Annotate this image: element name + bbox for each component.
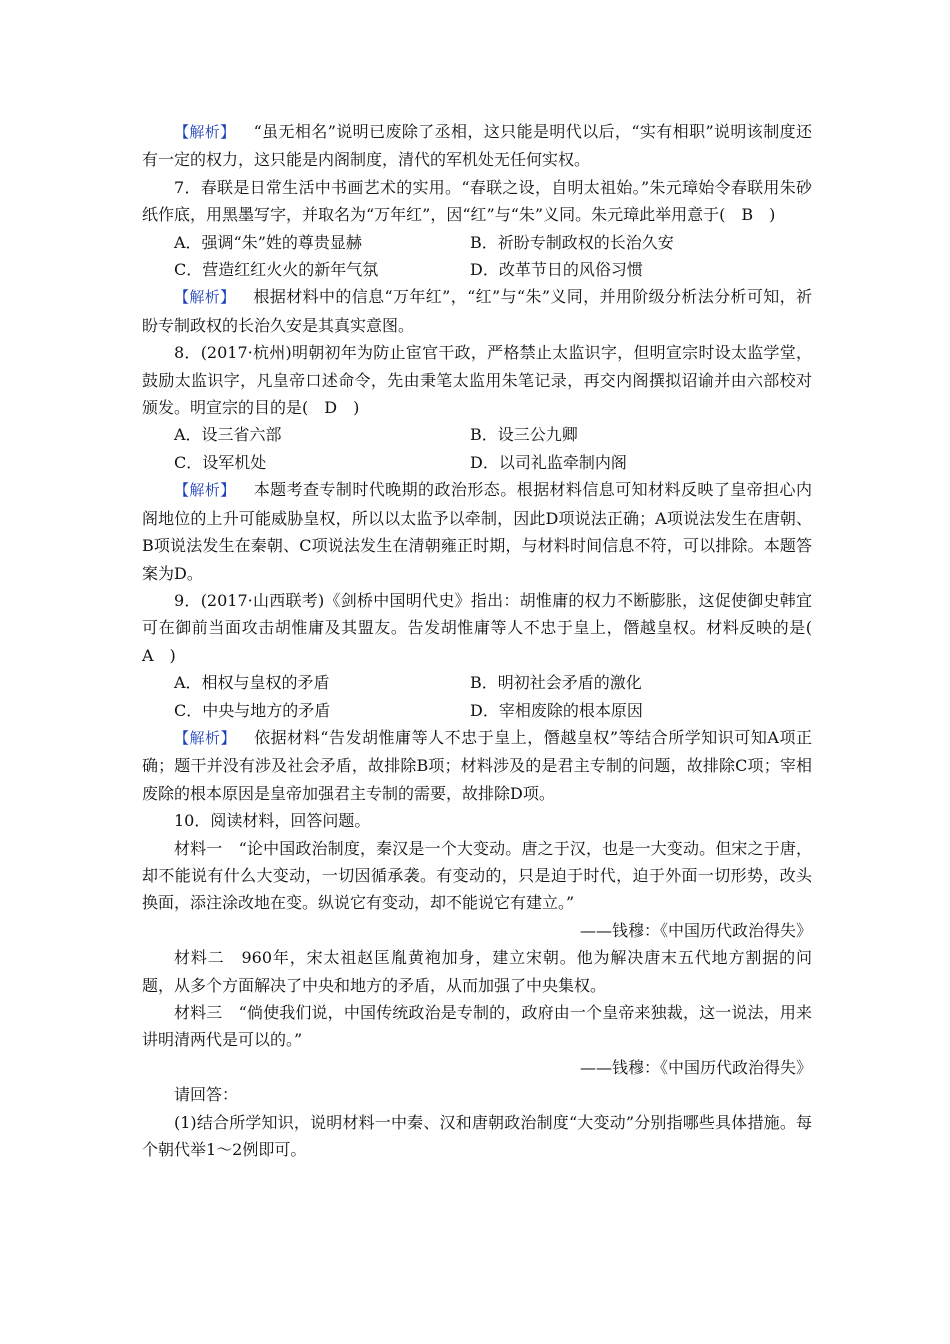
option-c: C．设军机处 xyxy=(174,452,267,472)
q8-analysis: 【解析】 本题考查专制时代晚期的政治形态。根据材料信息可知材料反映了皇帝担心内阁地位的上升可能威胁皇权，所以以太监予以牵制，因此D项说法正确；A项说法发生在唐朝、B项说法发生在秦朝、C项说法发生在清朝雍正时期，与材料时间信息不符，可以排除。本题答案为D。 xyxy=(142,480,812,583)
option-a: A．相权与皇权的矛盾 xyxy=(174,673,330,693)
q7-options xyxy=(142,229,812,284)
option-a: A．设三省六部 xyxy=(174,425,282,445)
material-two: 材料二 960年，宋太祖赵匡胤黄袍加身，建立宋朝。他为解决唐末五代地方割据的问题，从多个方面解决了中央和地方的矛盾，从而加强了中央集权。 xyxy=(142,948,812,995)
q7-analysis: 【解析】 根据材料中的信息“万年红”，“红”与“朱”义同，并用阶级分析法分析可知，祈盼专制政权的长治久安是其真实意图。 xyxy=(142,287,812,335)
material-three: 材料三 “倘使我们说，中国传统政治是专制的，政府由一个皇帝来独裁，这一说法，用来讲明清两代是可以的。” xyxy=(142,1003,812,1050)
analysis-tag: 【解析】 xyxy=(174,123,236,141)
analysis-tag: 【解析】 xyxy=(174,288,236,307)
option-d: D．宰相废除的根本原因 xyxy=(470,700,643,720)
q9-stem: 9．(2017·山西联考)《剑桥中国明代史》指出：胡惟庸的权力不断膨胀，这促使御史韩宜可在御前当面攻击胡惟庸及其盟友。告发胡惟庸等人不忠于皇上，僭越皇权。材料反映的是( A ) xyxy=(142,590,829,665)
q6-analysis: 【解析】 “虽无相名”说明已废除了丞相，这只能是明代以后，“实有相职”说明该制度还有一定的权力，这只能是内阁制度，清代的军机处无任何实权。 xyxy=(142,122,812,170)
q9-analysis: 【解析】 依据材料“告发胡惟庸等人不忠于皇上，僭越皇权”等结合所学知识可知A项正确；题干并没有涉及社会矛盾，故排除B项；材料涉及的是君主专制的问题，故排除C项；宰相废除的根本原因是皇帝加强君主专制的需要，故排除D项。 xyxy=(142,727,812,803)
q10-stem: 10．阅读材料，回答问题。 xyxy=(174,811,371,831)
material-three-source: ——钱穆：《中国历代政治得失》 xyxy=(579,1057,812,1077)
option-b: B．设三公九卿 xyxy=(470,425,578,445)
analysis-tag: 【解析】 xyxy=(174,728,237,747)
option-d: D．改革节日的风俗习惯 xyxy=(470,260,643,280)
material-one-source: ——钱穆：《中国历代政治得失》 xyxy=(579,920,812,940)
q9-options xyxy=(142,669,812,724)
material-one: 材料一 “论中国政治制度，秦汉是一个大变动。唐之于汉，也是一大变动。但宋之于唐，却不能说有什么大变动，一切因循承袭。有变动的，只是迫于时代，迫于外面一切形势，改头换面，添注涂改地在变。纵说它有变动，却不能说它有建立。” xyxy=(142,838,812,913)
option-b: B．祈盼专制政权的长治久安 xyxy=(470,232,674,252)
option-c: C．中央与地方的矛盾 xyxy=(174,700,331,720)
option-a: A．强调“朱”姓的尊贵显赫 xyxy=(174,232,362,252)
option-d: D．以司礼监牵制内阁 xyxy=(470,452,627,472)
q8-options xyxy=(142,421,812,476)
analysis-tag: 【解析】 xyxy=(174,481,236,500)
sub-question-1: (1)结合所学知识，说明材料一中秦、汉和唐朝政治制度“大变动”分别指哪些具体措施。每个朝代举1～2例即可。 xyxy=(142,1112,812,1160)
option-c: C．营造红红火火的新年气氛 xyxy=(174,260,379,280)
document-page xyxy=(142,118,829,1163)
option-b: B．明初社会矛盾的激化 xyxy=(470,673,642,693)
answer-prompt: 请回答： xyxy=(174,1085,239,1105)
q8-stem: 8．(2017·杭州)明朝初年为防止宦官干政，严格禁止太监识字，但明宣宗时设太监学堂，鼓励太监识字，凡皇帝口述命令，先由秉笔太监用朱笔记录，再交内阁撰拟诏谕并由六部校对颁发。明宣宗的目的是( D ) xyxy=(142,343,812,418)
q7-stem: 7．春联是日常生活中书画艺术的实用。“春联之设，自明太祖始。”朱元璋始令春联用朱砂纸作底，用黑墨写字，并取名为“万年红”，因“红”与“朱”义同。朱元璋此举用意于( B ) xyxy=(142,177,812,225)
